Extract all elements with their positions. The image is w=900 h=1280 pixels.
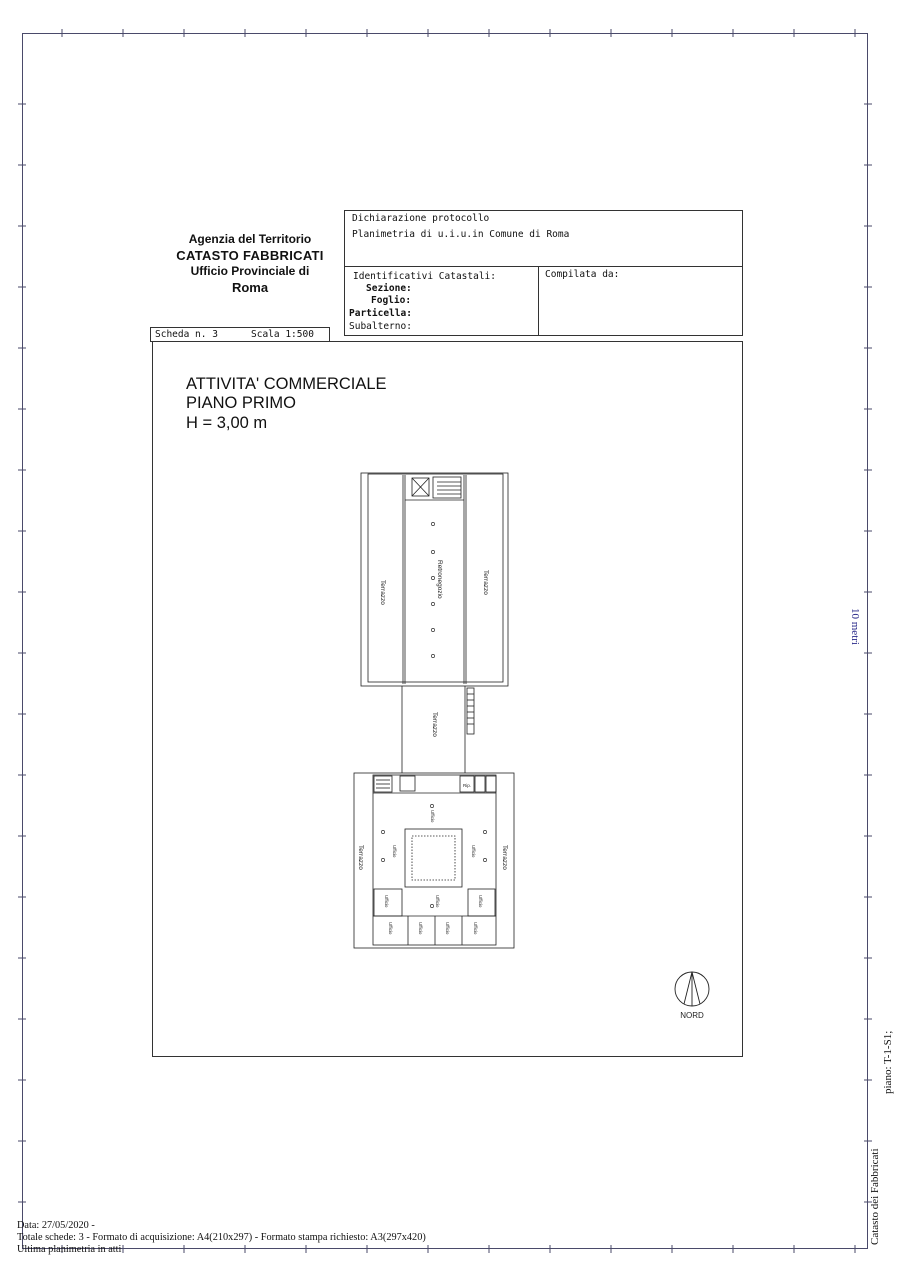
terrace-label-lower-right: Terrazzo <box>501 845 508 870</box>
sezione-label: Sezione: <box>366 283 412 294</box>
courtyard <box>405 829 462 887</box>
small-room-label: Rip. <box>463 783 472 788</box>
footer-date: Data: 27/05/2020 - <box>17 1220 95 1231</box>
particella-label: Particella: <box>349 308 412 319</box>
stair-upper <box>433 477 461 498</box>
footer <box>17 1220 426 1255</box>
north-label: NORD <box>680 1011 704 1020</box>
terrace-label-middle: Terrazzo <box>431 712 438 737</box>
footer-schede: Totale schede: 3 - Formato di acquisizione: A4(210x297) - Formato stampa richiesto: A3(297x420) <box>17 1231 426 1243</box>
office-label: Ufficio <box>392 845 397 858</box>
north-arrow <box>675 972 709 1006</box>
office-label: Ufficio <box>430 810 435 823</box>
footer-last: Ultima planimetria in atti <box>17 1243 122 1255</box>
protocol-header: Dichiarazione protocollo <box>352 213 490 224</box>
ramp-steps <box>467 688 474 734</box>
compiled-by-label: Compilata da: <box>545 269 620 280</box>
terrace-label-left: Terrazzo <box>379 580 386 605</box>
sheet-number: Scheda n. 3 <box>155 329 218 340</box>
office-label: Ufficio <box>445 922 450 935</box>
catasto-label: CATASTO FABBRICATI <box>176 247 324 263</box>
planimetry-label: Planimetria di u.i.u.in Comune di Roma <box>352 229 570 240</box>
plan-title-line3: H = 3,00 m <box>186 413 268 432</box>
catasto-side-label: Catasto dei Fabbricati <box>869 1148 881 1245</box>
agency-name: Agenzia del Territorio <box>188 232 312 246</box>
subalterno-label: Subalterno: <box>349 321 412 332</box>
scale-bar-label: 10 metri <box>849 608 861 645</box>
foglio-label: Foglio: <box>371 295 412 306</box>
terrace-label-right: Terrazzo <box>482 570 489 595</box>
office-label: Ufficio <box>418 922 423 935</box>
shop-label: Retronegozio <box>436 560 443 599</box>
terrace-label-lower-left: Terrazzo <box>357 845 364 870</box>
office-label: Ufficio <box>471 845 476 858</box>
lower-building-outline <box>354 773 514 948</box>
piano-label: piano: T-1-S1; <box>882 1030 894 1094</box>
sheet-scale: Scala 1:500 <box>251 329 314 340</box>
office-label: Ufficio <box>388 922 393 935</box>
office-label: Ufficio <box>473 922 478 935</box>
plan-title-line2: PIANO PRIMO <box>186 394 297 413</box>
identifiers-header: Identificativi Catastali: <box>353 271 496 282</box>
plan-title-line1: ATTIVITA' COMMERCIALE <box>186 375 387 393</box>
office-label: Ufficio Provinciale di <box>190 264 310 279</box>
city-label: Roma <box>231 280 269 296</box>
office-label: Ufficio <box>435 895 440 908</box>
office-label: Ufficio <box>478 895 483 908</box>
office-label: Ufficio <box>384 895 389 908</box>
